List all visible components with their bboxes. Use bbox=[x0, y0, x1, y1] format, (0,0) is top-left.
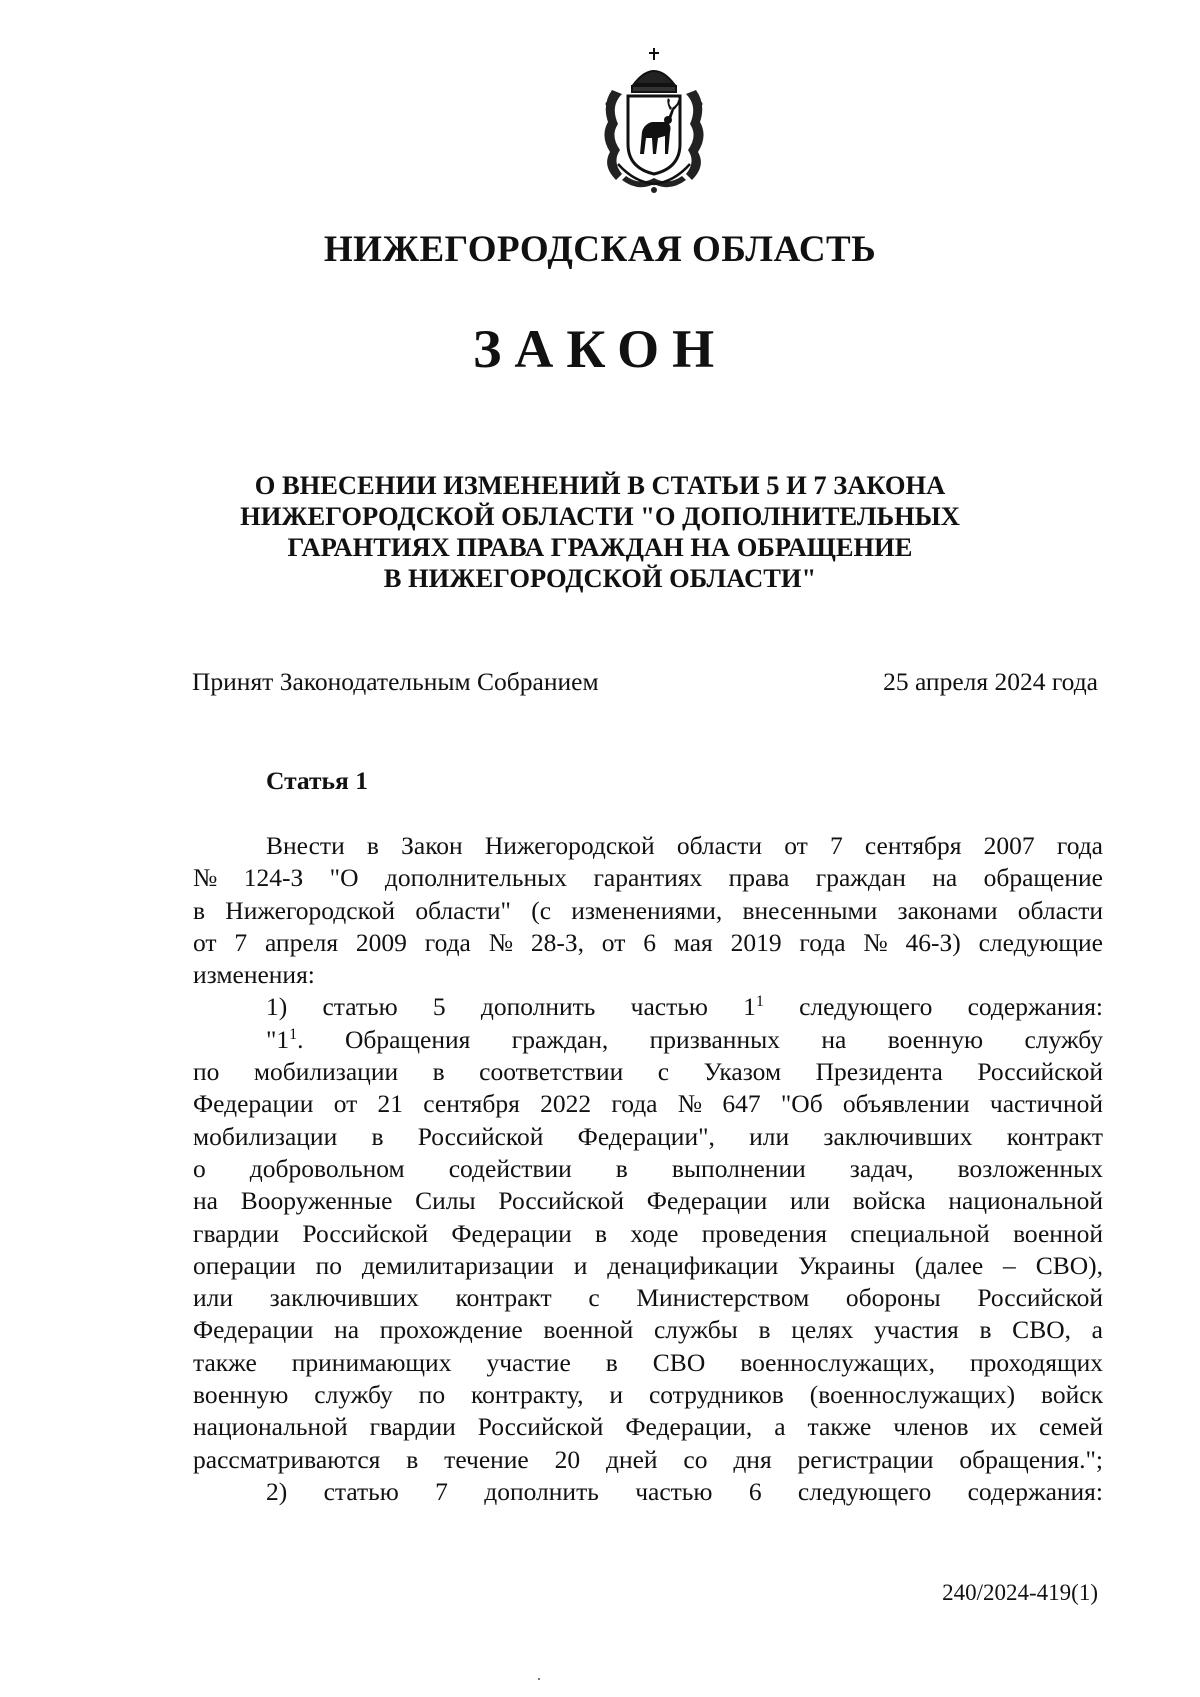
adopted-by: Принят Законодательным Собранием bbox=[192, 667, 599, 696]
scan-speck bbox=[538, 1678, 540, 1680]
body-line: гвардии Российской Федерации в ходе проведения специальной военной bbox=[193, 1218, 1103, 1248]
body-text: следующего содержания: bbox=[799, 992, 1104, 1022]
superscript: 1 bbox=[289, 1025, 298, 1043]
title-line: НИЖЕГОРОДСКОЙ ОБЛАСТИ "О ДОПОЛНИТЕЛЬНЫХ bbox=[240, 501, 960, 531]
body-line: в Нижегородской области" (с изменениями, внесенными законами области bbox=[193, 895, 1103, 925]
body-line: на Вооруженные Силы Российской Федерации или войска национальной bbox=[193, 1186, 1103, 1216]
body-line: от 7 апреля 2009 года № 28-З, от 6 мая 2019 года № 46-З) следующие bbox=[193, 927, 1103, 957]
body-text: "1 bbox=[266, 1024, 290, 1054]
body-line: изменения: bbox=[193, 960, 315, 990]
document-type: ЗАКОН bbox=[472, 319, 728, 379]
law-title bbox=[180, 470, 1020, 594]
superscript: 1 bbox=[755, 993, 764, 1011]
adopted-date: 25 апреля 2024 года bbox=[883, 667, 1098, 696]
body-line: о добровольном содействии в выполнении задач, возложенных bbox=[193, 1153, 1103, 1183]
body-line: Федерации от 21 сентября 2022 года № 647 "Об объявлении частичной bbox=[193, 1089, 1103, 1119]
coat-of-arms-icon bbox=[582, 44, 726, 196]
body-text: . Обращения граждан, призванных на военную службу bbox=[297, 1024, 1103, 1054]
body-line: мобилизации в Российской Федерации", или заключивших контракт bbox=[193, 1121, 1103, 1151]
body-line: национальной гвардии Российской Федерации, а также членов их семей bbox=[193, 1412, 1103, 1442]
body-text: 1) статью 5 дополнить частью 1 bbox=[266, 992, 756, 1022]
document-number: 240/2024-419(1) bbox=[942, 1580, 1098, 1605]
title-line: ГАРАНТИЯХ ПРАВА ГРАЖДАН НА ОБРАЩЕНИЕ bbox=[287, 532, 913, 562]
body-line: операции по демилитаризации и денацификации Украины (далее – СВО), bbox=[193, 1250, 1103, 1280]
body-line: 2) статью 7 дополнить частью 6 следующего содержания: bbox=[266, 1476, 1103, 1506]
body-line: № 124-З "О дополнительных гарантиях права граждан на обращение bbox=[193, 863, 1103, 893]
body-line: рассматриваются в течение 20 дней со дня регистрации обращения."; bbox=[193, 1444, 1103, 1474]
body-line: Внести в Закон Нижегородской области от 7 сентября 2007 года bbox=[266, 831, 1103, 860]
body-line bbox=[193, 1024, 1103, 1056]
body-line: военную службу по контракту, и сотрудников (военнослужащих) войск bbox=[193, 1380, 1103, 1410]
body-line bbox=[193, 991, 1103, 1023]
title-line: В НИЖЕГОРОДСКОЙ ОБЛАСТИ" bbox=[383, 563, 817, 593]
title-line: О ВНЕСЕНИИ ИЗМЕНЕНИЙ В СТАТЬИ 5 И 7 ЗАКОНА bbox=[254, 470, 946, 500]
body-line: Федерации на прохождение военной службы в целях участия в СВО, а bbox=[193, 1315, 1103, 1345]
body-line: также принимающих участие в СВО военнослужащих, проходящих bbox=[193, 1347, 1103, 1377]
body-line: по мобилизации в соответствии с Указом Президента Российской bbox=[193, 1057, 1103, 1087]
article-heading: Статья 1 bbox=[266, 766, 368, 795]
body-line: или заключивших контракт с Министерством обороны Российской bbox=[193, 1283, 1103, 1313]
article-body bbox=[193, 830, 1103, 1508]
region-name: НИЖЕГОРОДСКАЯ ОБЛАСТЬ bbox=[323, 229, 877, 270]
